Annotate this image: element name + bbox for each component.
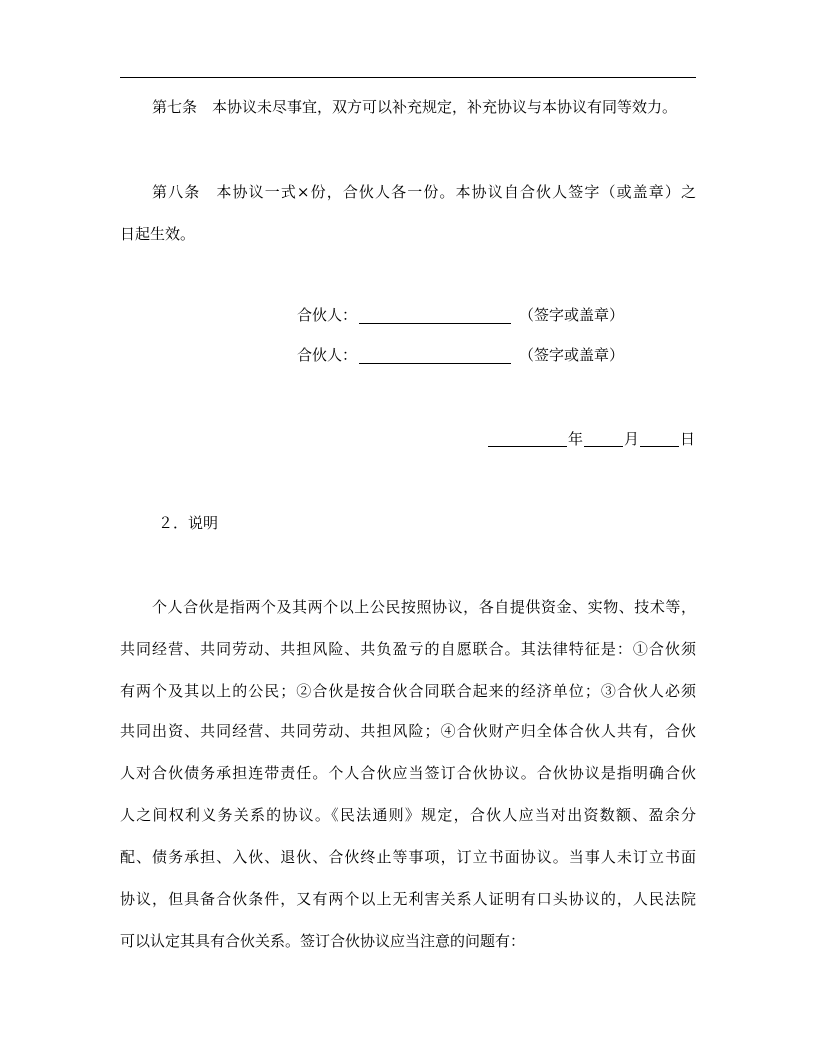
- day-blank-line: [640, 446, 679, 447]
- explanation-line: 可以认定其具有合伙关系。签订合伙协议应当注意的问题有：: [120, 932, 526, 950]
- signature-note: （签字或盖章）: [519, 346, 625, 364]
- year-blank-line: [488, 446, 567, 447]
- explanation-line: 配、债务承担、入伙、退伙、合伙终止等事项，订立书面协议。当事人未订立书面: [120, 848, 696, 866]
- explanation-line: 人之间权利义务关系的协议。《民法通则》规定，合伙人应当对出资数额、盈余分: [120, 806, 696, 824]
- explanation-line: 人对合伙债务承担连带责任。个人合伙应当签订合伙协议。合伙协议是指明确合伙: [120, 764, 696, 782]
- signature-blank-line: [359, 363, 511, 364]
- day-label: 日: [680, 430, 696, 448]
- explanation-line: 共同经营、共同劳动、共担风险、共负盈亏的自愿联合。其法律特征是：①合伙须: [120, 640, 696, 658]
- article-7: 第七条 本协议未尽事宜，双方可以补充规定，补充协议与本协议有同等效力。: [152, 98, 678, 116]
- signature-note: （签字或盖章）: [519, 306, 625, 324]
- month-blank-line: [584, 446, 623, 447]
- explanation-line: 有两个及其以上的公民；②合伙是按合伙合同联合起来的经济单位；③合伙人必须: [120, 682, 696, 700]
- article-8-line-1: 第八条 本协议一式×份，合伙人各一份。本协议自合伙人签字（或盖章）之: [152, 183, 696, 201]
- section-heading: ２．说明: [158, 514, 219, 532]
- signature-blank-line: [359, 323, 511, 324]
- article-8-line-2: 日起生效。: [120, 225, 196, 243]
- date-line: [488, 430, 698, 450]
- month-label: 月: [624, 430, 640, 448]
- header-rule: [120, 77, 696, 78]
- explanation-line: 个人合伙是指两个及其两个以上公民按照协议，各自提供资金、实物、技术等，: [152, 598, 696, 616]
- explanation-line: 协议，但具备合伙条件，又有两个以上无利害关系人证明有口头协议的，人民法院: [120, 890, 696, 908]
- signature-label: 合伙人：: [297, 306, 358, 324]
- explanation-line: 共同出资、共同经营、共同劳动、共担风险；④合伙财产归全体合伙人共有，合伙: [120, 722, 696, 740]
- year-label: 年: [568, 430, 584, 448]
- signature-label: 合伙人：: [297, 346, 358, 364]
